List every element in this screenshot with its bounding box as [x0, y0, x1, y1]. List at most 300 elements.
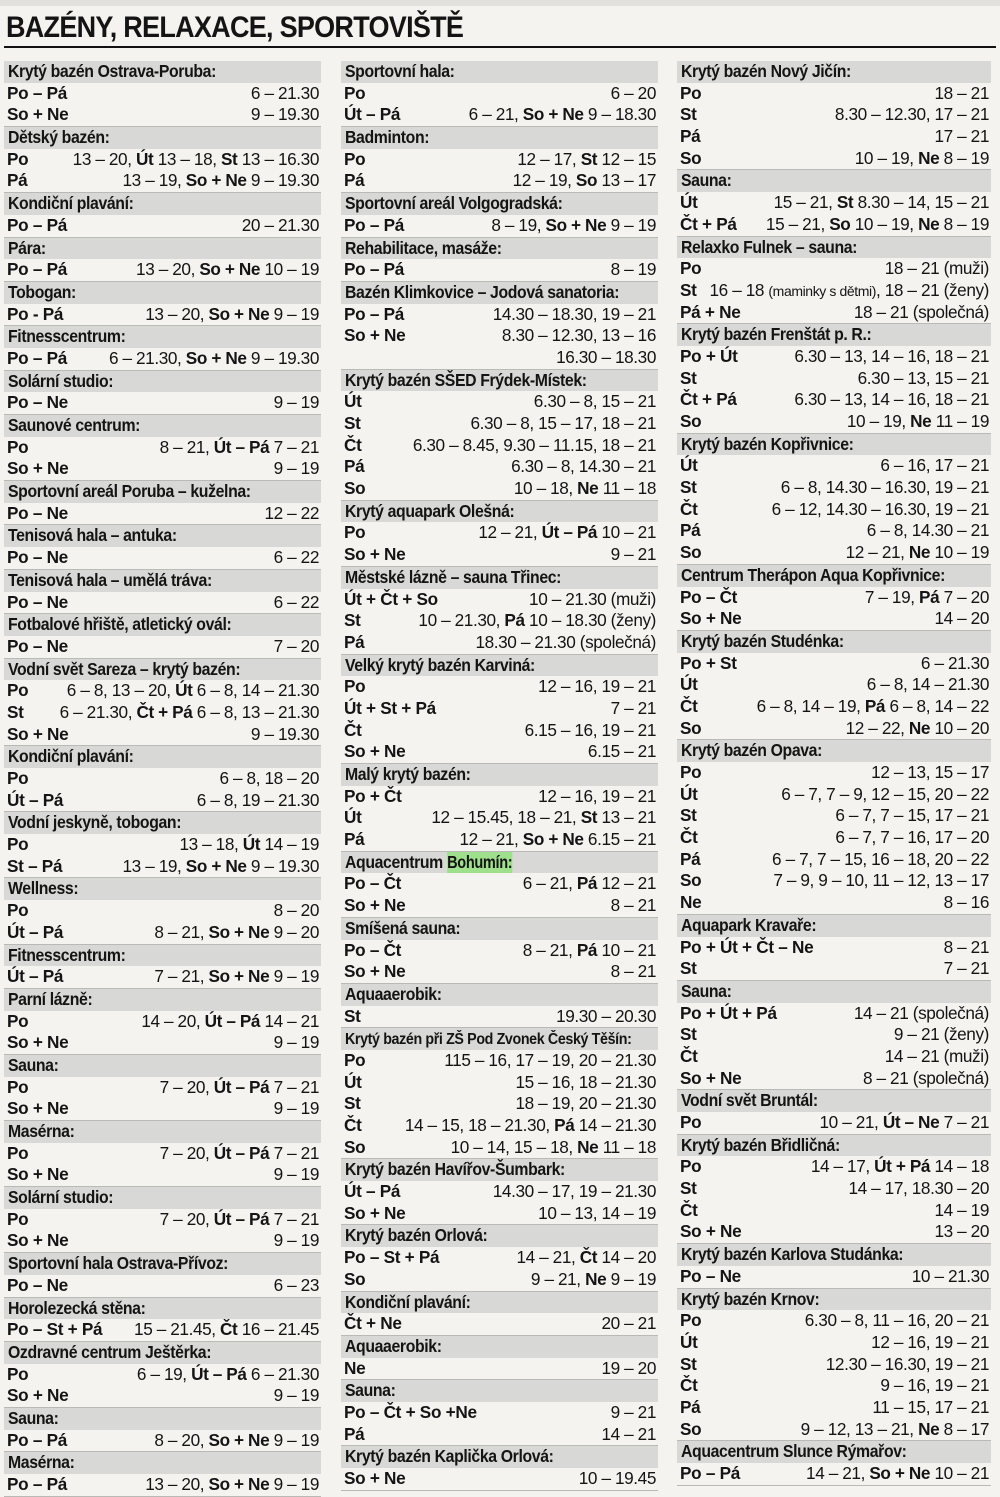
day-label: Po – Čt	[344, 873, 402, 894]
schedule-row	[4, 966, 321, 989]
opening-hours: 15 – 21, St 8.30 – 14, 15 – 21	[773, 192, 989, 213]
opening-hours: 6 – 8, 14 – 21.30	[866, 674, 989, 695]
venue-name: Krytý bazén Frenštát p. R.:	[681, 324, 872, 345]
schedule-row	[677, 258, 991, 280]
venue-heading	[677, 1135, 991, 1157]
schedule-row	[341, 1137, 658, 1160]
opening-hours: 14 – 21 (společná)	[853, 1002, 989, 1023]
opening-hours: 12 – 16, 19 – 21	[538, 676, 656, 697]
venue-heading	[4, 812, 321, 834]
day-label: So + Ne	[7, 1230, 69, 1251]
venue-name: Solární studio:	[8, 1187, 114, 1208]
venue-heading	[677, 324, 991, 346]
venue-heading	[677, 565, 991, 587]
venue-heading	[4, 326, 321, 348]
schedule-row	[341, 83, 658, 105]
day-label: Út – Pá	[344, 104, 401, 125]
venue-heading	[4, 61, 321, 83]
opening-hours: 8 – 19	[610, 259, 656, 280]
opening-hours: 12 – 22, Ne 10 – 20	[845, 717, 989, 738]
opening-hours: 13 – 20, Út 13 – 18, St 13 – 16.30	[72, 148, 319, 169]
opening-hours: 10 – 19, Ne 11 – 19	[846, 411, 989, 431]
opening-hours: 6 – 23	[273, 1274, 319, 1295]
opening-hours: 13 – 19, So + Ne 9 – 19.30	[122, 855, 319, 876]
venue-heading	[341, 1380, 658, 1402]
venue-name: Aquaaerobik:	[345, 1335, 442, 1356]
schedule-row	[677, 849, 991, 871]
schedule-row	[677, 937, 991, 959]
day-label: Út	[344, 1071, 362, 1092]
schedule-row	[4, 1385, 321, 1408]
venue-heading	[4, 945, 321, 967]
opening-hours: 9 – 21	[610, 1401, 656, 1422]
day-label: Čt	[680, 498, 698, 519]
schedule-row	[677, 411, 991, 434]
schedule-row	[677, 1178, 991, 1200]
schedule-row	[677, 1463, 991, 1486]
schedule-row	[677, 1068, 991, 1091]
opening-hours: 13 – 19, So + Ne 9 – 19.30	[122, 170, 319, 191]
schedule-row	[4, 348, 321, 371]
day-label: Po	[344, 82, 366, 103]
opening-hours: 18 – 21 (společná)	[853, 301, 989, 322]
day-label: Po	[344, 522, 366, 543]
day-label: Po – Ne	[7, 591, 68, 612]
schedule-row	[4, 900, 321, 922]
schedule-row	[4, 1474, 321, 1497]
day-label: Po	[7, 768, 29, 788]
day-label: Út	[680, 455, 698, 476]
venue-name: Ozdravné centrum Ještěrka:	[8, 1341, 212, 1362]
schedule-row	[341, 170, 658, 193]
opening-hours: 6.30 – 13, 14 – 16, 18 – 21	[794, 389, 989, 410]
venue-name: Velký krytý bazén Karviná:	[345, 654, 535, 675]
day-label: St	[680, 1024, 697, 1045]
opening-hours: 10 – 19.45	[578, 1468, 656, 1488]
opening-hours: 6 – 21.30	[920, 652, 989, 673]
opening-hours: 9 – 12, 13 – 21, Ne 8 – 17	[800, 1418, 989, 1439]
opening-hours: 6.30 – 8, 14.30 – 21	[511, 456, 656, 477]
opening-hours: 20 – 21.30	[241, 214, 319, 235]
opening-hours: 6 – 21, Pá 12 – 21	[522, 873, 656, 894]
highlighted-word: Bohumín:	[446, 851, 513, 872]
schedule-row	[4, 768, 321, 790]
schedule-row	[677, 696, 991, 718]
opening-hours: 11 – 15, 17 – 21	[872, 1396, 989, 1417]
opening-hours: 6 – 8, 14 – 19, Pá 6 – 8, 14 – 22	[756, 695, 989, 716]
day-label: Pá	[680, 1396, 701, 1417]
day-label: Po – Pá	[7, 259, 67, 280]
opening-hours: 14 – 21	[601, 1423, 656, 1444]
venue-heading	[4, 1187, 321, 1209]
opening-hours: 115 – 16, 17 – 19, 20 – 21.30	[444, 1049, 656, 1070]
schedule-row	[4, 1319, 321, 1342]
venue-heading	[4, 878, 321, 900]
venue-name: Centrum Therápon Aqua Kopřivnice:	[681, 564, 946, 585]
schedule-row	[341, 1358, 658, 1381]
venue-heading	[677, 1244, 991, 1266]
day-label: Pá + Ne	[680, 301, 741, 322]
schedule-row	[4, 702, 321, 724]
day-label: St	[7, 701, 24, 722]
venue-heading	[341, 501, 658, 523]
day-label: St	[680, 367, 697, 388]
opening-hours: 6.30 – 13, 15 – 21	[857, 367, 989, 388]
venue-name: Rehabilitace, masáže:	[345, 237, 502, 258]
day-label: Po + Út + Čt – Ne	[680, 936, 814, 957]
opening-hours: 14 – 20	[934, 608, 989, 629]
schedule-row	[341, 895, 658, 918]
opening-hours: 12 – 17, St 12 – 15	[517, 148, 656, 169]
schedule-row	[341, 610, 658, 632]
schedule-row	[341, 304, 658, 326]
schedule-row	[4, 1230, 321, 1253]
venue-heading	[341, 1159, 658, 1181]
schedule-row	[4, 856, 321, 879]
venue-heading	[341, 1028, 658, 1050]
schedule-row	[4, 1164, 321, 1187]
day-label: Po – Pá	[344, 214, 404, 235]
venue-heading	[4, 1121, 321, 1143]
day-label: Pá	[344, 170, 365, 191]
schedule-row	[4, 1143, 321, 1165]
day-label: St	[344, 413, 361, 433]
schedule-row	[4, 149, 321, 171]
schedule-row	[341, 325, 658, 347]
schedule-row	[4, 458, 321, 481]
venue-name: Krytý bazén Orlová:	[345, 1225, 488, 1246]
venue-heading	[677, 237, 991, 259]
day-label: St	[680, 958, 697, 979]
day-label: Po	[680, 82, 702, 103]
opening-hours: 14 – 21 (muži)	[884, 1045, 989, 1066]
day-label: Po	[680, 1112, 702, 1132]
opening-hours: 12.30 – 16.30, 19 – 21	[825, 1353, 989, 1374]
day-label: Po – Čt	[680, 586, 738, 607]
schedule-row	[341, 347, 658, 370]
opening-hours: 6.30 – 8, 15 – 17, 18 – 21	[470, 413, 656, 433]
day-label: Út	[680, 783, 698, 804]
day-label: Út – Pá	[344, 1181, 401, 1202]
venue-name: Pára:	[8, 237, 46, 258]
opening-hours: 10 – 21.30 (muži)	[529, 588, 656, 609]
venue-name: Krytý bazén Opava:	[681, 740, 823, 761]
venue-heading	[4, 1055, 321, 1077]
day-label: Čt	[344, 1115, 362, 1135]
schedule-row	[677, 346, 991, 368]
schedule-row	[677, 718, 991, 741]
opening-hours: 9 – 19	[273, 1230, 319, 1251]
venue-heading	[341, 61, 658, 83]
opening-hours: 6.30 – 13, 14 – 16, 18 – 21	[794, 345, 989, 366]
venue-heading	[4, 415, 321, 437]
venue-name: Krytý bazén Havířov-Šumbark:	[345, 1159, 565, 1180]
schedule-row	[677, 1112, 991, 1135]
opening-hours: 17 – 21	[934, 126, 989, 147]
opening-hours: 6 – 7, 7 – 9, 12 – 15, 20 – 22	[781, 783, 989, 804]
opening-hours: 16.30 – 18.30	[556, 346, 656, 367]
day-label: Po	[7, 1010, 29, 1031]
opening-hours: 6 – 8, 18 – 20	[219, 768, 319, 788]
venue-heading	[677, 61, 991, 83]
opening-hours: 7 – 19, Pá 7 – 20	[864, 586, 989, 607]
schedule-row	[341, 456, 658, 478]
day-label: Po – Ne	[7, 502, 68, 523]
day-label: So	[344, 478, 366, 499]
schedule-row	[677, 1397, 991, 1419]
venue-name: Dětský bazén:	[8, 127, 110, 148]
day-label: Po – Pá	[7, 1429, 67, 1450]
venue-heading	[4, 570, 321, 592]
schedule-row	[4, 834, 321, 856]
day-label: Po – Pá	[344, 259, 404, 280]
day-label: Po – Ne	[7, 392, 68, 413]
opening-hours: 8 – 20, So + Ne 9 – 19	[154, 1429, 319, 1450]
opening-hours: 8 – 21	[943, 936, 989, 957]
title-rule	[4, 46, 996, 48]
day-label: Po – Čt	[344, 939, 402, 960]
day-label: Pá	[7, 170, 28, 191]
opening-hours: 6 – 21, So + Ne 9 – 18.30	[468, 104, 656, 125]
schedule-row	[341, 632, 658, 655]
venue-name: Tenisová hala – umělá tráva:	[8, 569, 212, 590]
venue-name: Saunové centrum:	[8, 415, 141, 435]
column-middle	[341, 61, 658, 1491]
day-label: Po	[680, 258, 702, 279]
schedule-row	[677, 1200, 991, 1222]
day-label: St – Pá	[7, 855, 63, 876]
venue-name: Aquapark Kravaře:	[681, 914, 817, 935]
schedule-row	[677, 608, 991, 631]
venue-name: Krytý bazén Nový Jičín:	[681, 61, 851, 81]
day-label: Út – Pá	[7, 966, 64, 987]
venue-name: Smíšená sauna:	[345, 917, 461, 938]
schedule-row	[341, 259, 658, 282]
schedule-row	[341, 1269, 658, 1292]
venue-name: Tenisová hala – antuka:	[8, 525, 177, 546]
schedule-row	[4, 1364, 321, 1386]
opening-hours: 9 – 19	[273, 1098, 319, 1119]
day-label: Po – Pá	[7, 214, 67, 235]
schedule-row	[677, 389, 991, 411]
day-label: Pá	[344, 631, 365, 652]
venue-name: Fitnesscentrum:	[8, 326, 126, 347]
schedule-row	[677, 1354, 991, 1376]
day-label: So + Ne	[7, 458, 69, 479]
opening-hours: 12 – 21, Ne 10 – 19	[845, 542, 989, 563]
day-label: Čt	[680, 1199, 698, 1220]
day-label: So + Ne	[7, 1164, 69, 1185]
venue-heading	[341, 1225, 658, 1247]
opening-hours: 12 – 15.45, 18 – 21, St 13 – 21	[431, 807, 656, 828]
schedule-row	[4, 304, 321, 327]
venue-name: Parní lázně:	[8, 988, 93, 1009]
day-label: Čt + Pá	[680, 213, 737, 234]
day-label: Út + St + Pá	[344, 697, 436, 718]
day-label: Po	[7, 1208, 29, 1229]
schedule-row	[677, 870, 991, 892]
schedule-row	[677, 302, 991, 325]
venue-name: Krytý bazén Ostrava-Poruba:	[8, 61, 216, 81]
column-right	[677, 61, 991, 1486]
venue-heading	[4, 238, 321, 260]
venue-name: Krytý bazén Krnov:	[681, 1288, 820, 1309]
day-label: St	[680, 805, 697, 826]
day-label: Ne	[344, 1357, 366, 1378]
schedule-row	[4, 922, 321, 945]
venue-name: Fitnesscentrum:	[8, 944, 126, 965]
day-label: St	[680, 104, 697, 125]
day-label: Po + Út + Pá	[680, 1002, 777, 1023]
schedule-row	[341, 215, 658, 238]
day-label: So	[680, 717, 702, 738]
day-label: Po + Út	[680, 345, 738, 366]
venue-heading	[4, 127, 321, 149]
schedule-row	[4, 503, 321, 526]
venue-name: Sportovní hala Ostrava-Přívoz:	[8, 1253, 229, 1274]
opening-hours: 10 – 21, Út – Ne 7 – 21	[819, 1112, 989, 1132]
venue-heading	[341, 282, 658, 304]
schedule-row	[341, 104, 658, 127]
opening-hours: 10 – 14, 15 – 18, Ne 11 – 18	[450, 1136, 656, 1157]
venue-name: Tobogan:	[8, 281, 76, 302]
opening-hours: 18.30 – 21.30 (společná)	[475, 631, 656, 652]
schedule-row	[341, 1203, 658, 1226]
venue-heading	[677, 170, 991, 192]
day-label: Po	[7, 1363, 29, 1384]
schedule-row	[677, 192, 991, 214]
opening-hours: 14 – 17, 18.30 – 20	[848, 1178, 989, 1199]
opening-hours: 12 – 21, Út – Pá 10 – 21	[478, 522, 656, 543]
venue-name: Kondiční plavání:	[345, 1291, 471, 1312]
schedule-row	[4, 1032, 321, 1055]
opening-hours: 6.30 – 8.45, 9.30 – 11.15, 18 – 21	[412, 434, 656, 455]
day-label: Pá	[344, 829, 365, 850]
schedule-row	[677, 104, 991, 126]
opening-hours: 6 – 21.30	[250, 82, 319, 103]
opening-hours: 13 – 20, So + Ne 9 – 19	[145, 1474, 319, 1494]
venue-name: Masérna:	[8, 1121, 75, 1141]
day-label: Pá	[344, 1423, 365, 1444]
venue-name: Vodní jeskyně, tobogan:	[8, 812, 182, 833]
opening-hours: 8.30 – 12.30, 17 – 21	[834, 104, 989, 125]
venue-heading	[4, 525, 321, 547]
column-left	[4, 61, 321, 1497]
venue-name: Vodní svět Sareza – krytý bazén:	[8, 658, 241, 679]
schedule-row	[4, 790, 321, 813]
day-label: Út	[680, 1331, 698, 1352]
schedule-row	[677, 1156, 991, 1178]
venue-heading	[341, 238, 658, 260]
venue-heading	[4, 193, 321, 215]
opening-hours: 12 – 16, 19 – 21	[538, 785, 656, 806]
schedule-row	[341, 589, 658, 611]
opening-hours: 8 – 21, Pá 10 – 21	[522, 939, 656, 960]
schedule-row	[4, 1011, 321, 1033]
opening-hours: 10 – 21.30	[911, 1265, 989, 1286]
opening-hours: 7 – 20, Út – Pá 7 – 21	[159, 1208, 319, 1229]
opening-hours: 7 – 20	[273, 635, 319, 656]
venue-heading	[341, 1292, 658, 1314]
schedule-row	[4, 1098, 321, 1121]
day-label: So + Ne	[344, 544, 406, 565]
venue-name: Sportovní areál Volgogradská:	[345, 193, 563, 214]
day-label: So + Ne	[344, 325, 406, 346]
day-label: Po	[680, 1310, 702, 1331]
venue-name: Krytý bazén Břidličná:	[681, 1134, 840, 1155]
opening-hours: 19.30 – 20.30	[556, 1005, 656, 1026]
schedule-row	[4, 170, 321, 193]
schedule-row	[4, 104, 321, 127]
opening-hours: 13 – 18, Út 14 – 19	[179, 834, 319, 855]
schedule-row	[677, 653, 991, 675]
day-label: So + Ne	[344, 961, 406, 982]
opening-hours: 10 – 13, 14 – 19	[538, 1202, 656, 1223]
day-label: Čt	[680, 695, 698, 716]
opening-hours: 8 – 21, Út – Pá 7 – 21	[159, 436, 319, 457]
venue-name: Sauna:	[681, 170, 732, 191]
venue-name: Krytý aquapark Olešná:	[345, 500, 515, 521]
schedule-row	[341, 1093, 658, 1115]
day-label: Čt	[680, 1045, 698, 1066]
schedule-row	[341, 413, 658, 435]
opening-hours: 7 – 21	[610, 697, 656, 718]
venue-heading	[677, 631, 991, 653]
day-label: Po – Ne	[7, 547, 68, 568]
schedule-row	[4, 1209, 321, 1231]
opening-hours: 14 – 19	[934, 1199, 989, 1220]
schedule-row	[4, 724, 321, 747]
schedule-row	[677, 126, 991, 148]
day-label: St	[344, 1005, 361, 1026]
day-label: Po – Pá	[680, 1463, 740, 1483]
venue-heading	[4, 481, 321, 503]
venue-heading	[4, 1408, 321, 1430]
day-label: So + Ne	[7, 723, 69, 744]
venue-heading	[4, 1342, 321, 1364]
schedule-row	[4, 680, 321, 702]
schedule-row	[677, 805, 991, 827]
venue-name: Fotbalové hřiště, atletický ovál:	[8, 614, 232, 635]
opening-hours: 9 – 19.30	[250, 104, 319, 125]
venue-name: Krytý bazén Kopřivnice:	[681, 433, 854, 454]
day-label: So + Ne	[7, 104, 69, 125]
day-label: So	[680, 1418, 702, 1439]
venue-heading	[341, 1446, 658, 1468]
day-label: Pá	[680, 520, 701, 541]
day-label: So + Ne	[680, 1221, 742, 1242]
day-label: Po	[680, 762, 702, 782]
opening-hours: 10 – 18, Ne 11 – 18	[513, 478, 656, 499]
schedule-row	[677, 674, 991, 696]
opening-hours: 6 – 8, 19 – 21.30	[196, 789, 319, 810]
opening-hours: 13 – 20, So + Ne 9 – 19	[145, 303, 319, 324]
day-label: Po – Ne	[7, 1274, 68, 1295]
opening-hours: 19 – 20	[601, 1357, 656, 1378]
day-label: Po	[7, 680, 29, 701]
schedule-row	[341, 1424, 658, 1447]
schedule-row	[341, 807, 658, 829]
day-label: Po + St	[680, 652, 737, 673]
day-label: So	[344, 1136, 366, 1157]
schedule-row	[677, 1046, 991, 1068]
day-label: Čt	[680, 827, 698, 848]
opening-hours: 9 – 19	[273, 1164, 319, 1185]
venue-heading	[341, 764, 658, 786]
schedule-row	[4, 437, 321, 459]
venue-heading	[4, 1253, 321, 1275]
schedule-row	[341, 478, 658, 501]
